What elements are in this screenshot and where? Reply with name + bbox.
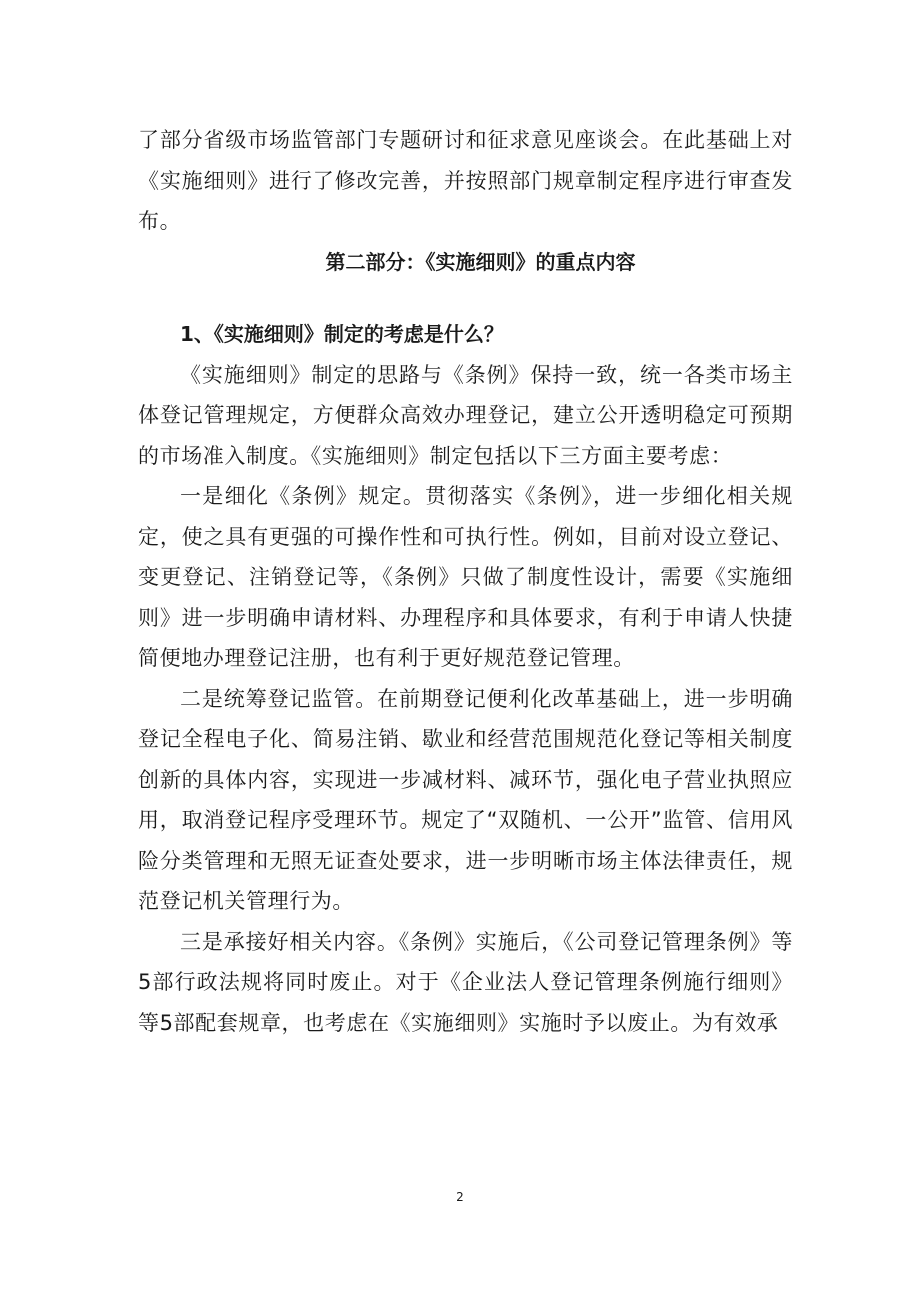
overview-paragraph: 《实施细则》制定的思路与《条例》保持一致，统一各类市场主体登记管理规定，方便群众高效办理登记，建立公开透明稳定可预期的市场准入制度。《实施细则》制定包括以下三方面主要考虑： <box>138 362 793 468</box>
document-body <box>138 120 793 1043</box>
first-point-paragraph: 一是细化《条例》规定。贯彻落实《条例》，进一步细化相关规定，使之具有更强的可操作性和可执行性。例如，目前对设立登记、变更登记、注销登记等，《条例》只做了制度性设计，需要《实施细则》进一步明确申请材料、办理程序和具体要求，有利于申请人快捷简便地办理登记注册，也有利于更好规范登记管理。 <box>138 484 793 670</box>
question-heading: 1、《实施细则》制定的考虑是什么？ <box>180 322 504 346</box>
page-number: 2 <box>456 1190 464 1204</box>
intro-paragraph: 了部分省级市场监管部门专题研讨和征求意见座谈会。在此基础上对《实施细则》进行了修改完善，并按照部门规章制定程序进行审查发布。 <box>138 128 793 233</box>
section-heading: 第二部分：《实施细则》的重点内容 <box>325 249 636 274</box>
third-point-paragraph: 三是承接好相关内容。《条例》实施后，《公司登记管理条例》等5部行政法规将同时废止。对于《企业法人登记管理条例施行细则》等5部配套规章，也考虑在《实施细则》实施时予以废止。为有效承 <box>138 929 793 1035</box>
second-point-paragraph: 二是统筹登记监管。在前期登记便利化改革基础上，进一步明确登记全程电子化、简易注销、歇业和经营范围规范化登记等相关制度创新的具体内容，实现进一步减材料、减环节，强化电子营业执照应用，取消登记程序受理环节。规定了“双随机、一公开”监管、信用风险分类管理和无照无证查处要求，进一步明晰市场主体法律责任，规范登记机关管理行为。 <box>138 686 793 913</box>
